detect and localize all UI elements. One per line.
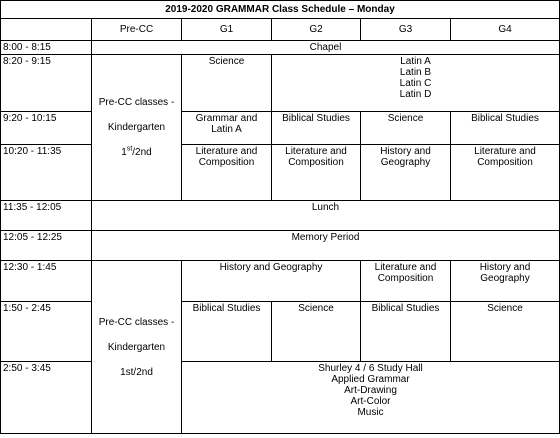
- chapel-cell: Chapel: [92, 41, 560, 55]
- precc-afternoon-line3: 1st/2nd: [120, 366, 153, 378]
- latin-line-c: Latin C: [399, 78, 432, 89]
- g12-1230-cell: History and Geography: [182, 261, 361, 302]
- last-line-2: Applied Grammar: [331, 374, 410, 385]
- g2-150-cell: Science: [272, 302, 361, 362]
- row-150: [1, 302, 560, 362]
- row-chapel: [1, 41, 560, 55]
- g3-150-cell: Biblical Studies: [361, 302, 451, 362]
- header-g2: G2: [272, 19, 361, 41]
- precc-morning-line3: 1st/2nd: [121, 145, 152, 158]
- last-line-1: Shurley 4 / 6 Study Hall: [318, 363, 423, 374]
- time-memory: 12:05 - 12:25: [1, 231, 92, 261]
- g4-1230-cell: History and Geography: [451, 261, 560, 302]
- row-250: [1, 362, 560, 434]
- time-latin: 8:20 - 9:15: [1, 55, 92, 112]
- header-g4: G4: [451, 19, 560, 41]
- row-920: [1, 112, 560, 145]
- g1-920-cell: Grammar and Latin A: [182, 112, 272, 145]
- latin-line-d: Latin D: [399, 89, 432, 100]
- g1-science-cell: Science: [182, 55, 272, 112]
- last-period-cell: [182, 362, 560, 434]
- header-precc: Pre-CC: [92, 19, 182, 41]
- time-lunch: 11:35 - 12:05: [1, 201, 92, 231]
- row-latin: [1, 55, 560, 112]
- row-lunch: [1, 201, 560, 231]
- g2-920-cell: Biblical Studies: [272, 112, 361, 145]
- g4-1020-cell: Literature and Composition: [451, 145, 560, 201]
- time-920: 9:20 - 10:15: [1, 112, 92, 145]
- row-memory: [1, 231, 560, 261]
- latin-cell: [272, 55, 560, 112]
- memory-cell: Memory Period: [92, 231, 560, 261]
- g2-1020-cell: Literature and Composition: [272, 145, 361, 201]
- g3-1020-cell: History and Geography: [361, 145, 451, 201]
- precc-afternoon-cell: [92, 261, 182, 434]
- header-g3: G3: [361, 19, 451, 41]
- latin-line-a: Latin A: [400, 56, 431, 67]
- schedule-title: 2019-2020 GRAMMAR Class Schedule – Monday: [1, 1, 560, 19]
- time-1020: 10:20 - 11:35: [1, 145, 92, 201]
- last-line-3: Art-Drawing: [344, 385, 397, 396]
- header-g1: G1: [182, 19, 272, 41]
- precc-afternoon-line2: Kindergarten: [107, 341, 166, 353]
- g1-1020-cell: Literature and Composition: [182, 145, 272, 201]
- g4-150-cell: Science: [451, 302, 560, 362]
- title-row: [1, 1, 560, 19]
- g3-920-cell: Science: [361, 112, 451, 145]
- row-1020: [1, 145, 560, 201]
- row-1230: [1, 261, 560, 302]
- precc-morning-line2: Kindergarten: [107, 122, 166, 133]
- precc-afternoon-line1: Pre-CC classes -: [98, 316, 175, 328]
- time-1230: 12:30 - 1:45: [1, 261, 92, 302]
- last-line-4: Art-Color: [350, 396, 391, 407]
- precc-morning-line1: Pre-CC classes -: [98, 97, 175, 108]
- time-header-cell: [1, 19, 92, 41]
- time-250: 2:50 - 3:45: [1, 362, 92, 434]
- g1-150-cell: Biblical Studies: [182, 302, 272, 362]
- g3-1230-cell: Literature and Composition: [361, 261, 451, 302]
- lunch-cell: Lunch: [92, 201, 560, 231]
- last-line-5: Music: [357, 407, 384, 418]
- header-row: [1, 19, 560, 41]
- time-chapel: 8:00 - 8:15: [1, 41, 92, 55]
- time-150: 1:50 - 2:45: [1, 302, 92, 362]
- g4-920-cell: Biblical Studies: [451, 112, 560, 145]
- precc-morning-cell: [92, 55, 182, 201]
- latin-line-b: Latin B: [399, 67, 432, 78]
